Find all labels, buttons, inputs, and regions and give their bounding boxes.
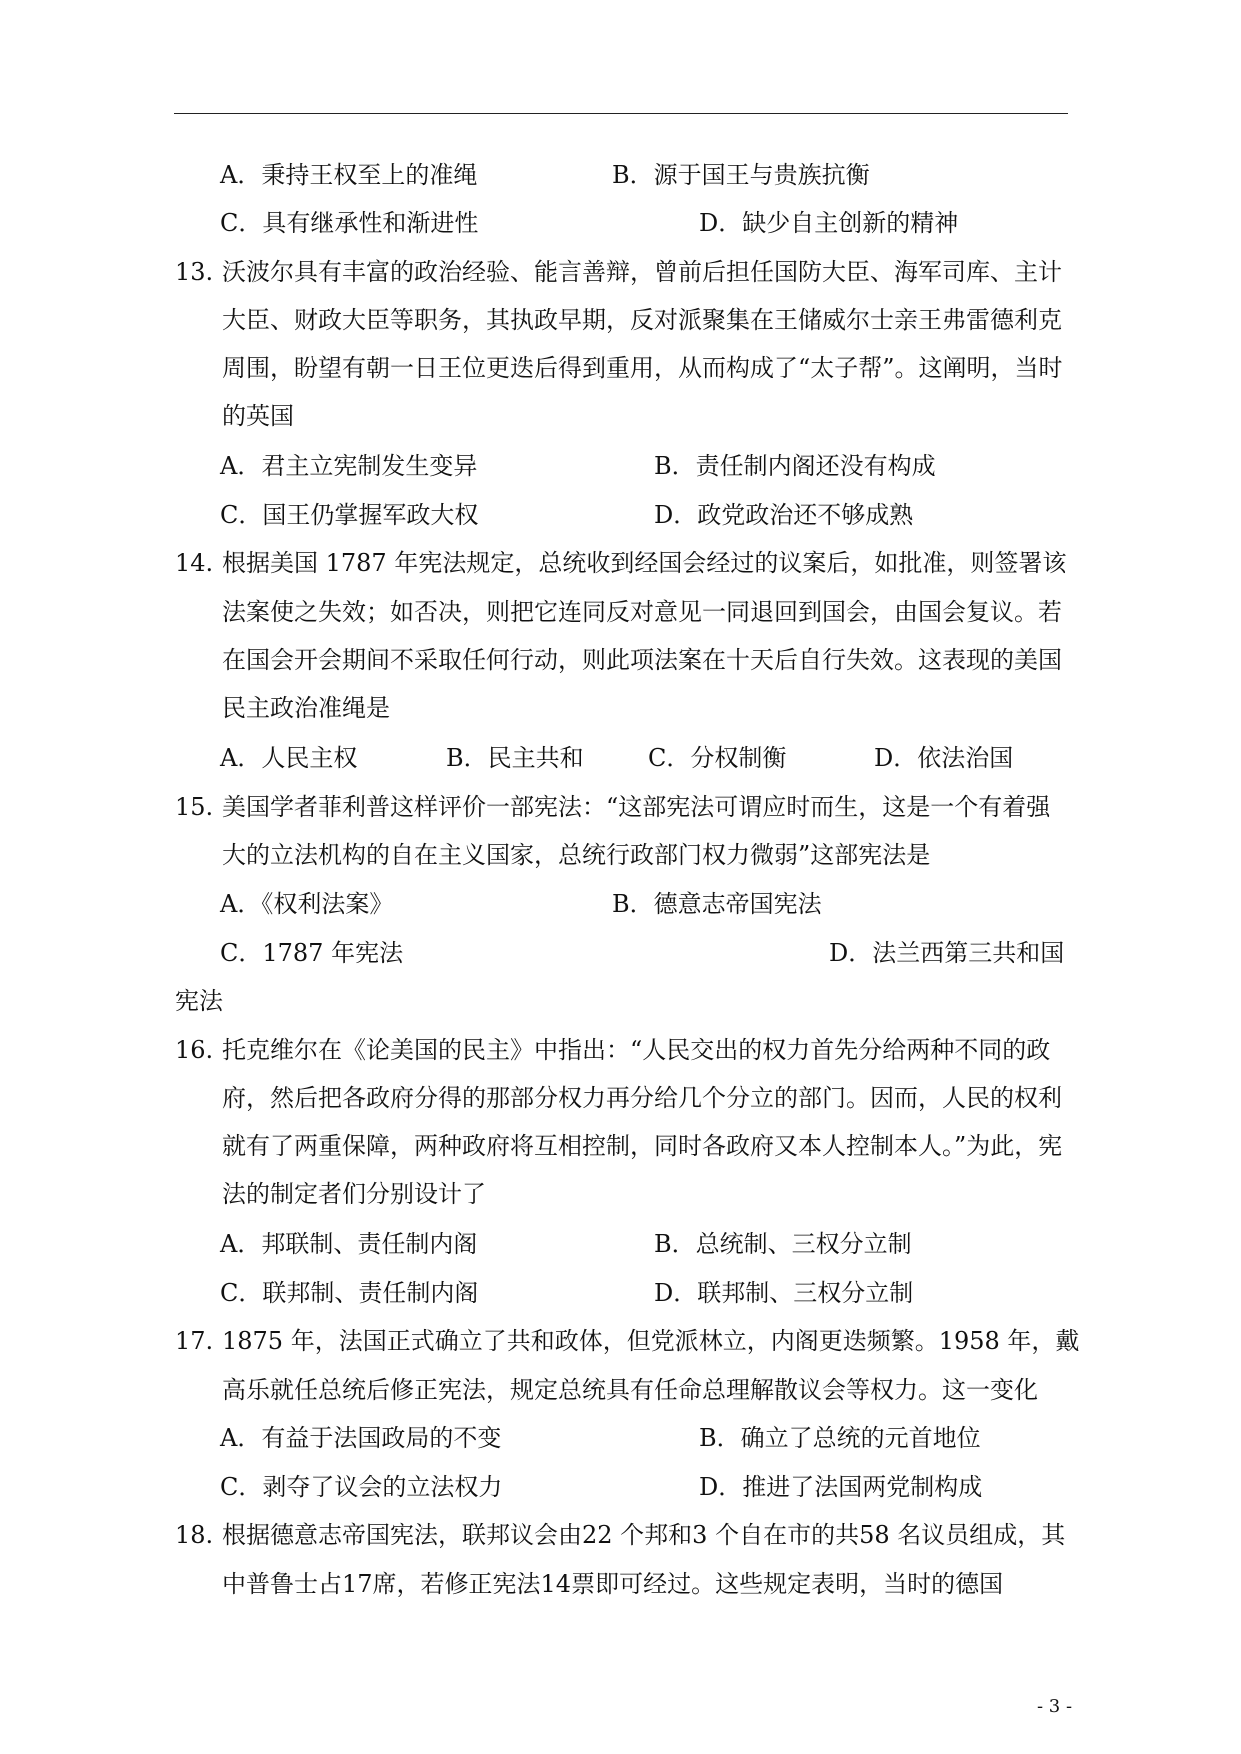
question-number: 17. [175, 1327, 214, 1355]
question-text-line: 府，然后把各政府分得的那部分权力再分给几个分立的部门。因而，人民的权利 [222, 1084, 1062, 1112]
header-rule [174, 113, 1068, 114]
question-text-line: 沃波尔具有丰富的政治经验、能言善辩，曾前后担任国防大臣、海军司库、主计 [222, 258, 1062, 286]
question-text-line: 中普鲁士占17席，若修正宪法14票即可经过。这些规定表明，当时的德国 [222, 1570, 1004, 1598]
option-b: B．德意志帝国宪法 [612, 890, 822, 918]
question-text-line: 根据德意志帝国宪法，联邦议会由22 个邦和3 个自在市的共58 名议员组成，其 [222, 1521, 1066, 1549]
question-text-line: 1875 年，法国正式确立了共和政体，但党派林立，内阁更迭频繁。1958 年，戴 [222, 1327, 1080, 1355]
option-b: B．民主共和 [446, 744, 584, 772]
option-d: D．政党政治还不够成熟 [654, 501, 914, 529]
page-number: - 3 - [1037, 1696, 1073, 1717]
option-d: D．依法治国 [874, 744, 1014, 772]
question-number: 14. [175, 549, 214, 577]
option-c: C．分权制衡 [648, 744, 787, 772]
question-text-line: 美国学者菲利普这样评价一部宪法：“这部宪法可谓应时而生，这是一个有着强 [222, 793, 1051, 821]
option-a: A．秉持王权至上的准绳 [220, 161, 478, 189]
question-text-line: 法的制定者们分别设计了 [222, 1180, 486, 1208]
option-d: D．法兰西第三共和国 [829, 939, 1065, 967]
option-c: C．剥夺了议会的立法权力 [220, 1473, 503, 1501]
option-b: B．总统制、三权分立制 [654, 1230, 912, 1258]
question-text-line: 的英国 [222, 402, 294, 430]
question-text-line: 法案使之失效；如否决，则把它连同反对意见一同退回到国会，由国会复议。若 [222, 598, 1062, 626]
option-a: A．君主立宪制发生变异 [220, 452, 478, 480]
option-a: A．人民主权 [220, 744, 358, 772]
option-c: C．具有继承性和渐进性 [220, 209, 479, 237]
option-c: C．1787 年宪法 [220, 939, 404, 967]
option-b: B．确立了总统的元首地位 [699, 1424, 981, 1452]
option-a: A．邦联制、责任制内阁 [220, 1230, 478, 1258]
question-text-line: 在国会开会期间不采取任何行动，则此项法案在十天后自行失效。这表现的美国 [222, 646, 1062, 674]
option-c: C．联邦制、责任制内阁 [220, 1279, 479, 1307]
option-b: B．源于国王与贵族抗衡 [612, 161, 870, 189]
option-d-wrap: 宪法 [175, 987, 223, 1015]
question-number: 18. [175, 1521, 214, 1549]
question-text-line: 高乐就任总统后修正宪法，规定总统具有任命总理解散议会等权力。这一变化 [222, 1376, 1038, 1404]
question-text-line: 周围，盼望有朝一日王位更迭后得到重用，从而构成了“太子帮”。这阐明，当时 [222, 354, 1063, 382]
question-text-line: 大臣、财政大臣等职务，其执政早期，反对派聚集在王储威尔士亲王弗雷德利克 [222, 306, 1062, 334]
option-d: D．推进了法国两党制构成 [699, 1473, 983, 1501]
option-c: C．国王仍掌握军政大权 [220, 501, 479, 529]
question-number: 13. [175, 258, 214, 286]
question-number: 16. [175, 1036, 214, 1064]
question-text-line: 就有了两重保障，两种政府将互相控制，同时各政府又本人控制本人。”为此，宪 [222, 1132, 1063, 1160]
question-text-line: 根据美国 1787 年宪法规定，总统收到经国会经过的议案后，如批准，则签署该 [222, 549, 1067, 577]
option-a: A．有益于法国政局的不变 [220, 1424, 502, 1452]
question-text-line: 大的立法机构的自在主义国家，总统行政部门权力微弱”这部宪法是 [222, 841, 931, 869]
option-d: D．联邦制、三权分立制 [654, 1279, 914, 1307]
option-b: B．责任制内阁还没有构成 [654, 452, 936, 480]
question-text-line: 托克维尔在《论美国的民主》中指出：“人民交出的权力首先分给两种不同的政 [222, 1036, 1051, 1064]
option-a: A．《权利法案》 [220, 890, 394, 918]
question-number: 15. [175, 793, 214, 821]
question-text-line: 民主政治准绳是 [222, 694, 390, 722]
option-d: D．缺少自主创新的精神 [699, 209, 959, 237]
